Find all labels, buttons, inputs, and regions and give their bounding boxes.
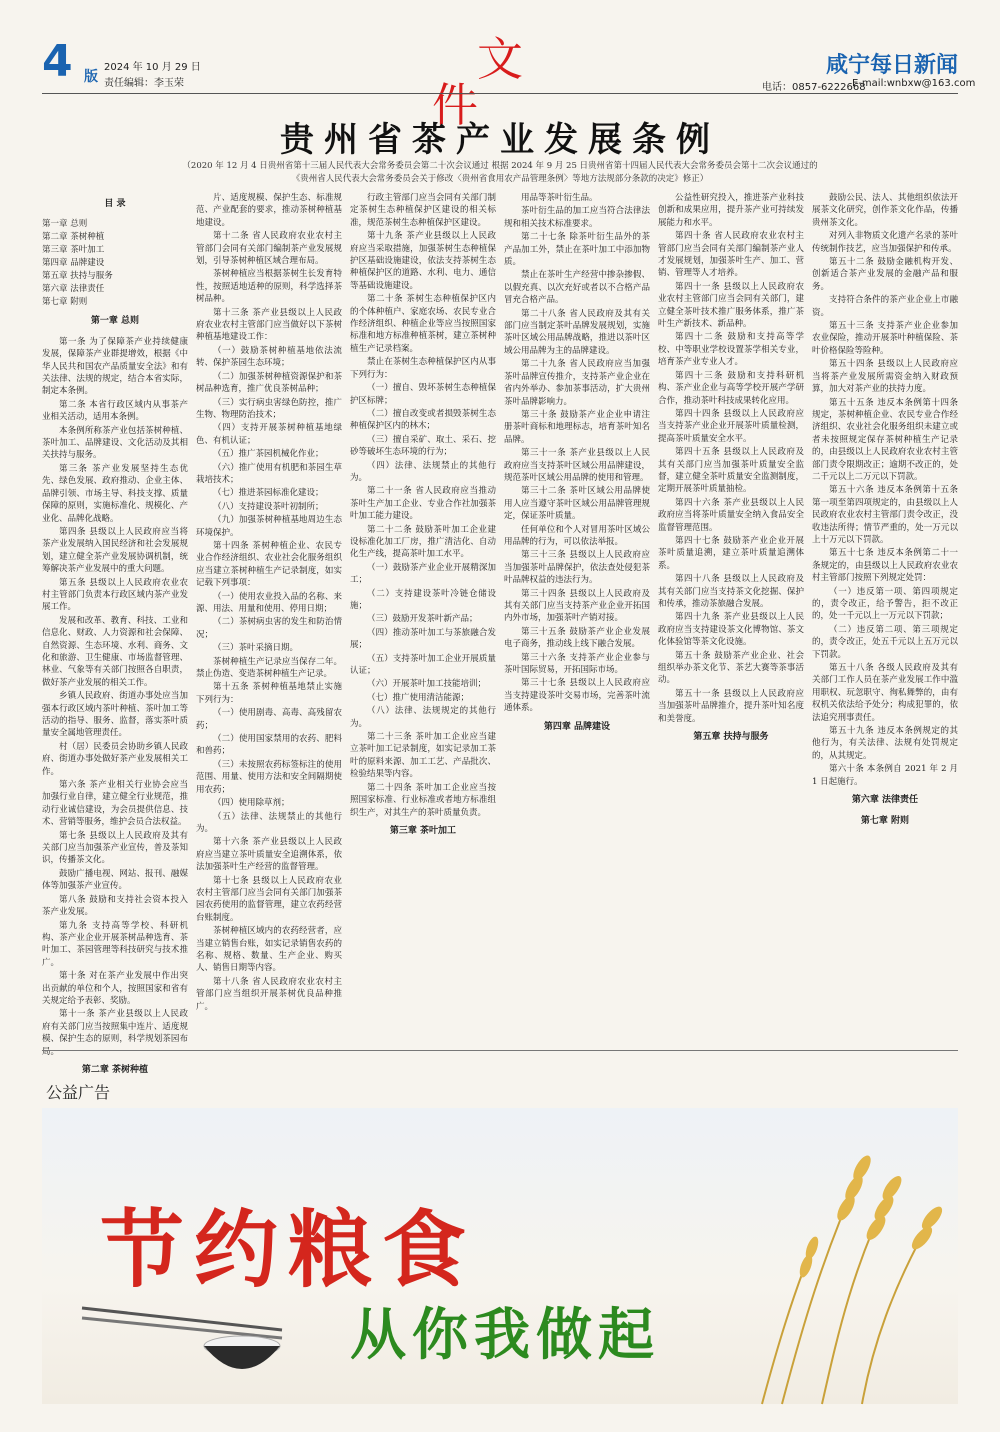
- article-paragraph: 第三十七条 县级以上人民政府应当支持建设茶叶交易市场，完善茶叶流通体系。: [504, 678, 650, 714]
- toc-item: 第二章 茶树种植: [42, 232, 105, 243]
- article-paragraph: 第三十二条 茶叶区域公用品牌使用人应当遵守茶叶区域公用品牌管理规定，保证茶叶质量。: [504, 486, 650, 522]
- article-paragraph: （六）开展茶叶加工技能培训；: [367, 679, 487, 690]
- article-paragraph: 乡镇人民政府、街道办事处应当加强本行政区域内茶叶种植、茶叶加工等活动的指导、服务、监督，落实茶叶质量安全属地管理责任。: [42, 691, 188, 739]
- article-paragraph: 公益性研究投入，推进茶产业科技创新和成果应用，提升茶产业可持续发展能力和水平。: [658, 193, 804, 228]
- article-paragraph: 第四十五条 县级以上人民政府及其有关部门应当加强茶叶质量安全监督，建立健全茶叶质量安全监测制度，定期开展茶叶质量抽检。: [658, 447, 804, 495]
- column-4: [504, 192, 650, 1044]
- page-ban-label: 版: [84, 69, 98, 85]
- article-paragraph: 第四十八条 县级以上人民政府及其有关部门应当支持茶文化挖掘、保护和传承，推动茶旅融合发展。: [658, 574, 804, 609]
- article-paragraph: 第十九条 茶产业县级以上人民政府应当采取措施，加强茶树生态种植保护区基础设施建设，依法支持茶树生态种植保护区的道路、水利、电力、通信等基础设施建设。: [350, 231, 496, 291]
- article-paragraph: 第五十五条 违反本条例第十四条规定，茶树种植企业、农民专业合作经济组织、农业社会化服务组织未建立或者未按照规定保存茶树种植生产记录的，由县级以上人民政府农业农村主管部门责令限期改正；逾期不改正的，处二千元以上二万元以下罚款。: [812, 397, 958, 482]
- masthead: [0, 0, 1000, 132]
- article-paragraph: （四）使用除草剂；: [213, 798, 290, 809]
- article-paragraph: 用品等茶叶衍生品。: [521, 193, 598, 203]
- article-paragraph: （三）鼓励开发茶叶新产品；: [367, 614, 478, 625]
- article-paragraph: 第二十一条 省人民政府应当推动茶叶生产加工企业、专业合作社加强茶叶加工能力建设。: [350, 486, 496, 522]
- article-paragraph: 第十五条 茶树种植基地禁止实施下列行为：: [196, 682, 342, 705]
- article-paragraph: 茶树种植应当根据茶树生长发育特性，按照适地适种的原则，科学选择茶树品种。: [196, 269, 342, 305]
- article-paragraph: （七）推广使用清洁能源；: [367, 692, 470, 703]
- article-paragraph: 鼓励公民、法人、其他组织依法开展茶文化研究，创作茶文化作品，传播贵州茶文化。: [812, 193, 958, 228]
- article-paragraph: 片、适度规模、保护生态、标准规范、产业配套的要求，推动茶树种植基地建设。: [196, 193, 342, 228]
- article-paragraph: 第七条 县级以上人民政府及其有关部门应当加强茶产业宣传，普及茶知识，传播茶文化。: [42, 830, 188, 866]
- rice-bowl-icon: [82, 1300, 292, 1390]
- article-paragraph: （五）法律、法规禁止的其他行为。: [196, 811, 342, 834]
- article-paragraph: 第五十八条 各级人民政府及其有关部门工作人员在茶产业发展工作中滥用职权、玩忽职守、徇私舞弊的，由有权机关依法给予处分；构成犯罪的，依法追究刑事责任。: [812, 663, 958, 723]
- article-paragraph: 第五十九条 违反本条例规定的其他行为，有关法律、法规有处罚规定的，从其规定。: [812, 726, 958, 761]
- column-3: [350, 192, 496, 1044]
- chapter-heading: 第二章 茶树种植: [81, 1064, 149, 1075]
- article-paragraph: 第十七条 县级以上人民政府农业农村主管部门应当会同有关部门加强茶园农药使用的监督管理，建立农药经营台账制度。: [196, 875, 342, 923]
- article-paragraph: 任何单位和个人对冒用茶叶区域公用品牌的行为，可以依法举报。: [504, 524, 650, 547]
- article-paragraph: 村（居）民委员会协助乡镇人民政府、街道办事处做好茶产业发展相关工作。: [42, 741, 188, 777]
- article-paragraph: 第五十六条 违反本条例第十五条第一项至第四项规定的，由县级以上人民政府农业农村主管部门责令改正，没收违法所得；情节严重的，处一万元以上十万元以下罚款。: [812, 485, 958, 545]
- article-paragraph: 第二十条 茶树生态种植保护区内的个体种植户、家庭农场、农民专业合作经济组织、种植企业等应当按照国家标准和地方标准种植茶树，建立茶树种植生产记录档案。: [350, 294, 496, 354]
- article-paragraph: 第一条 为了保障茶产业持续健康发展，保障茶产业群提增效，根据《中华人民共和国农产品质量安全法》和有关法律、法规的规定，结合本省实际，制定本条例。: [42, 336, 188, 397]
- editor-credit: 责任编辑：李玉荣: [104, 78, 184, 89]
- article-paragraph: （二）支持建设茶叶冷链仓储设施；: [350, 588, 496, 611]
- article-paragraph: 第五十四条 县级以上人民政府应当将茶产业发展所需资金纳入财政预算，加大对茶产业的扶持力度。: [812, 359, 958, 395]
- toc-title: 目 录: [104, 199, 126, 209]
- chapter-heading: 第七章 附则: [860, 815, 910, 826]
- article-paragraph: 第二十七条 除茶叶衍生品外的茶产品加工外，禁止在茶叶加工中添加物质。: [504, 232, 650, 268]
- article-paragraph: 第二条 本省行政区域内从事茶产业相关活动，适用本条例。: [42, 399, 188, 423]
- article-paragraph: 第五十条 鼓励茶产业企业、社会组织举办茶文化节、茶艺大赛等茶事活动。: [658, 650, 804, 686]
- newspaper-name: 咸宁每日新闻: [825, 52, 958, 78]
- article-paragraph: （五）支持茶叶加工企业开展质量认证；: [350, 653, 496, 677]
- article-paragraph: 第五十三条 支持茶产业企业参加农业保险，推动开展茶叶种植保险、茶叶价格保险等险种。: [812, 321, 958, 356]
- article-paragraph: （一）使用剧毒、高毒、高残留农药；: [196, 708, 342, 731]
- article-paragraph: （六）推广使用有机肥和茶园生草栽培技术；: [196, 462, 342, 485]
- column-1: [42, 192, 188, 1075]
- article-paragraph: （二）违反第二项、第三项规定的，责令改正，处五千元以上五万元以下罚款。: [812, 624, 958, 660]
- article-paragraph: 茶叶衍生品的加工应当符合法律法规和相关技术标准要求。: [504, 206, 650, 229]
- article-paragraph: （二）加强茶树种植资源保护和茶树品种选育，推广优良茶树品种；: [196, 371, 342, 395]
- header-divider: [42, 93, 958, 94]
- toc-item: 第五章 扶持与服务: [42, 271, 113, 282]
- article-paragraph: 第四十二条 鼓励和支持高等学校、中等职业学校设置茶学相关专业，培育茶产业专业人才。: [658, 332, 804, 368]
- article-paragraph: 第四十三条 鼓励和支持科研机构、茶产业企业与高等学校开展产学研合作，推动茶叶科技成果转化应用。: [658, 370, 804, 406]
- article-paragraph: 第五十二条 鼓励金融机构开发、创新适合茶产业发展的金融产品和服务。: [812, 257, 958, 292]
- article-paragraph: 第十二条 省人民政府农业农村主管部门会同有关部门编制茶产业发展规划，引导茶树种植区域合理布局。: [196, 231, 342, 267]
- article-paragraph: （八）法律、法规规定的其他行为。: [350, 706, 496, 729]
- article-paragraph: 茶树种植生产记录应当保存二年。禁止伪造、变造茶树种植生产记录。: [196, 656, 342, 680]
- ad-headline: 节约粮食: [100, 1201, 477, 1299]
- article-paragraph: （一）鼓励茶产业企业开展精深加工；: [350, 562, 496, 586]
- article-paragraph: （二）擅自改变或者损毁茶树生态种植保护区内的林木；: [350, 408, 496, 432]
- ad-tagline: 从你我做起: [350, 1303, 660, 1368]
- article-paragraph: 第三十六条 支持茶产业企业参与茶叶国际贸易，开拓国际市场。: [504, 652, 650, 676]
- article-paragraph: （四）推动茶叶加工与茶旅融合发展；: [350, 627, 496, 651]
- article-paragraph: 支持符合条件的茶产业企业上市融资。: [812, 295, 958, 318]
- article-paragraph: 第八条 鼓励和支持社会资本投入茶产业发展。: [42, 894, 188, 918]
- column-5-paragraphs: [658, 192, 804, 725]
- article-paragraph: 第四十六条 茶产业县级以上人民政府应当将茶叶质量安全纳入食品安全监督管理范围。: [658, 497, 804, 533]
- article-paragraph: （二）茶树病虫害的发生和防治情况；: [196, 617, 342, 640]
- article-paragraph: 第三条 茶产业发展坚持生态优先、绿色发展、政府推动、企业主体、品牌引领、市场主导、科技支撑、质量保障的原则，实施标准化、规模化、产业化、品牌化战略。: [42, 463, 188, 524]
- article-paragraph: 第二十二条 鼓励茶叶加工企业建设标准化加工厂房，推广清洁化、自动化生产线，提高茶叶加工水平。: [350, 524, 496, 560]
- article-paragraph: 第二十九条 省人民政府应当加强茶叶品牌宣传推介，支持茶产业企业在省内外举办、参加茶事活动，扩大贵州茶叶品牌影响力。: [504, 359, 650, 407]
- article-paragraph: （一）使用农业投入品的名称、来源、用法、用量和使用、停用日期；: [196, 591, 342, 614]
- article-paragraph: 第十六条 茶产业县级以上人民政府应当建立茶叶质量安全追溯体系，依法加强茶叶生产经营的监督管理。: [196, 837, 342, 873]
- toc-item: 第六章 法律责任: [42, 284, 105, 295]
- article-paragraph: （八）支持建设茶叶初制所；: [213, 501, 324, 512]
- chapter-heading: 第五章 扶持与服务: [693, 732, 769, 743]
- contact-email: E-mail:wnbxw@163.com: [852, 78, 976, 89]
- article-paragraph: （三）实行病虫害绿色防控，推广生物、物理防治技术；: [196, 397, 342, 420]
- article-paragraph: 第四十四条 县级以上人民政府应当支持茶产业企业开展茶叶质量检测，提高茶叶质量安全水平。: [658, 408, 804, 444]
- article-paragraph: （四）支持开展茶树种植基地绿色、有机认证；: [196, 423, 342, 446]
- chapter-heading: 第六章 法律责任: [851, 795, 919, 806]
- article-paragraph: 行政主管部门应当会同有关部门制定茶树生态种植保护区建设的相关标准，规范茶树生态种植保护区建设。: [350, 193, 496, 228]
- article-paragraph: 禁止在茶叶生产经营中掺杂掺假、以假充真、以次充好或者以不合格产品冒充合格产品。: [504, 270, 650, 306]
- chapter-heading: 第三章 茶叶加工: [389, 825, 457, 836]
- article-paragraph: 第三十三条 县级以上人民政府应当加强茶叶品牌保护，依法查处侵犯茶叶品牌权益的违法行为。: [504, 550, 650, 586]
- article-paragraph: 第十八条 省人民政府农业农村主管部门应当组织开展茶树优良品种推广。: [196, 976, 342, 1012]
- article-paragraph: 第五十七条 违反本条例第二十一条规定的，由县级以上人民政府农业农村主管部门按照下列规定处罚：: [812, 548, 958, 584]
- section-title: 文件: [432, 32, 613, 132]
- article-paragraph: 鼓励广播电视、网站、报刊、融媒体等加强茶产业宣传。: [42, 868, 188, 892]
- article-paragraph: 第十三条 茶产业县级以上人民政府农业农村主管部门应当做好以下茶树种植基地建设工作：: [196, 307, 342, 343]
- toc-item: 第四章 品牌建设: [42, 258, 105, 269]
- ad-label: 公益广告: [46, 1083, 111, 1102]
- public-service-ad: [42, 1108, 958, 1404]
- toc-item: 第一章 总则: [42, 219, 88, 230]
- article-paragraph: 对列入非物质文化遗产名录的茶叶传统制作技艺，应当加强保护和传承。: [812, 231, 958, 254]
- column-6: [812, 192, 958, 1044]
- article-paragraph: 第三十四条 县级以上人民政府及其有关部门应当支持茶产业企业开拓国内外市场，加强茶叶产销对接。: [504, 588, 650, 624]
- article-paragraph: 第三十五条 鼓励茶产业企业发展电子商务，推动线上线下融合发展。: [504, 626, 650, 650]
- article-paragraph: 第二十八条 省人民政府及其有关部门应当制定茶叶品牌发展规划，实施茶叶区域公用品牌战略，推进以茶叶区域公用品牌为主的品牌建设。: [504, 308, 650, 356]
- article-paragraph: 第十条 对在茶产业发展中作出突出贡献的单位和个人，按照国家和省有关规定给予表彰、奖励。: [42, 971, 188, 1006]
- column-2-paragraphs: [196, 192, 342, 1013]
- article-paragraph: 第二十四条 茶叶加工企业应当按照国家标准、行业标准或者地方标准组织生产，对其生产的茶叶质量负责。: [350, 782, 496, 818]
- article-paragraph: （三）未按照农药标签标注的使用范围、用量、使用方法和安全间隔期使用农药；: [196, 759, 342, 795]
- article-paragraph: 第四十九条 茶产业县级以上人民政府应当支持建设茶文化博物馆、茶文化体验馆等茶文化设施。: [658, 612, 804, 648]
- column-6-paragraphs: [812, 192, 958, 788]
- column-1-paragraphs: [42, 336, 188, 1058]
- article-paragraph: 本条例所称茶产业包括茶树种植、茶叶加工、品牌建设、文化活动及其相关扶持与服务。: [42, 425, 188, 461]
- article-paragraph: 第五条 县级以上人民政府农业农村主管部门负责本行政区域内茶产业发展工作。: [42, 577, 188, 613]
- article-paragraph: 禁止在茶树生态种植保护区内从事下列行为：: [350, 357, 496, 380]
- article-subtitle: （2020 年 12 月 4 日贵州省第十三届人民代表大会常务委员会第二十次会议通过 根据 2024 年 9 月 25 日贵州省第十四届人民代表大会常务委员会第十二次会议通过的《贵州省人民代表大会常务委员会关于修改〈贵州省食用农产品管理条例〉等地方法规部分条款的决定》修正）: [182, 161, 818, 184]
- article-paragraph: 第二十三条 茶叶加工企业应当建立茶叶加工记录制度，如实记录加工茶叶的原料来源、加工工艺、产品批次、检验结果等内容。: [350, 732, 496, 780]
- toc-item: 第三章 茶叶加工: [42, 245, 105, 256]
- article-paragraph: 发展和改革、教育、科技、工业和信息化、财政、人力资源和社会保障、自然资源、生态环境、水利、商务、文化和旅游、卫生健康、市场监督管理、林业、气象等有关部门按照各自职责，做好茶产业发展的相关工作。: [42, 615, 188, 688]
- article-paragraph: 第三十一条 茶产业县级以上人民政府应当支持茶叶区域公用品牌建设，规范茶叶区域公用品牌的使用和管理。: [504, 448, 650, 483]
- article-paragraph: （四）法律、法规禁止的其他行为。: [350, 460, 496, 483]
- article-paragraph: （一）鼓励茶树种植基地依法流转、保护茶园生态环境；: [196, 345, 342, 369]
- article-paragraph: （三）茶叶采摘日期。: [213, 643, 299, 654]
- article-paragraph: 第六条 茶产业相关行业协会应当加强行业自律，建立健全行业规范，推动行业诚信建设，为会员提供信息、技术、营销等服务，维护会员合法权益。: [42, 780, 188, 828]
- article-paragraph: 第六十条 本条例自 2021 年 2 月 1 日起施行。: [812, 764, 958, 787]
- article-paragraph: 第九条 支持高等学校、科研机构、茶产业企业开展茶树品种选育、茶叶加工、茶园管理等科技研究与技术推广。: [42, 920, 188, 968]
- article-paragraph: 第五十一条 县级以上人民政府应当加强茶叶品牌推介，提升茶叶知名度和美誉度。: [658, 688, 804, 724]
- article-paragraph: 第四条 县级以上人民政府应当将茶产业发展纳入国民经济和社会发展规划，建立健全茶产业发展协调机制，统筹解决茶产业发展中的重大问题。: [42, 526, 188, 575]
- article-paragraph: （二）使用国家禁用的农药、肥料和兽药；: [196, 734, 342, 757]
- page-number: 4: [42, 36, 73, 87]
- article-paragraph: 第四十条 省人民政府农业农村主管部门应当会同有关部门编制茶产业人才发展规划，加强茶叶生产、加工、营销、管理等人才培养。: [658, 231, 804, 279]
- article-paragraph: 第三十条 鼓励茶产业企业申请注册茶叶商标和地理标志，培育茶叶知名品牌。: [504, 409, 650, 445]
- issue-date: 2024 年 10 月 29 日: [104, 62, 201, 73]
- article-paragraph: 第十一条 茶产业县级以上人民政府有关部门应当按照集中连片、适度规模、保护生态的原则，科学规划茶园布局。: [42, 1009, 188, 1057]
- article-paragraph: （一）擅自、毁坏茶树生态种植保护区标牌；: [350, 383, 496, 406]
- article-body: [42, 192, 958, 1075]
- article-paragraph: （三）擅自采矿、取土、采石、挖砂等破坏生态环境的行为；: [350, 434, 496, 458]
- article-paragraph: 茶树种植区域内的农药经营者，应当建立销售台账，如实记录销售农药的名称、规格、数量、生产企业、购买人、销售日期等内容。: [196, 926, 342, 974]
- article-paragraph: （五）推广茶园机械化作业；: [213, 449, 324, 460]
- column-4-paragraphs: [504, 192, 650, 715]
- column-5: [658, 192, 804, 1044]
- article-paragraph: 第十四条 茶树种植企业、农民专业合作经济组织、农业社会化服务组织应当建立茶树种植生产记录制度，如实记载下列事项：: [196, 540, 342, 589]
- toc-item: 第七章 附则: [42, 297, 88, 308]
- article-paragraph: 第四十一条 县级以上人民政府农业农村主管部门应当会同有关部门，建立健全茶叶技术推广服务体系，推广茶叶生产新技术、新品种。: [658, 281, 804, 330]
- article-paragraph: （九）加强茶树种植基地周边生态环境保护。: [196, 515, 342, 538]
- wheat-icon: [742, 1108, 958, 1404]
- article-paragraph: （一）违反第一项、第四项规定的，责令改正，给予警告，拒不改正的，处一千元以上一万元以下罚款；: [812, 586, 958, 622]
- article-paragraph: 第四十七条 鼓励茶产业企业开展茶叶质量追溯，建立茶叶质量追溯体系。: [658, 535, 804, 571]
- column-3-paragraphs: [350, 192, 496, 819]
- chapter-heading: 第四章 品牌建设: [543, 721, 611, 732]
- contact-phone: 电话：0857-6222668: [762, 82, 866, 93]
- column-2: [196, 192, 342, 1044]
- chapter-heading: 第一章 总则: [90, 316, 140, 327]
- ad-divider: [42, 1050, 958, 1051]
- article-title: 贵州省茶产业发展条例: [280, 120, 720, 160]
- article-paragraph: （七）推进茶园标准化建设；: [213, 488, 324, 499]
